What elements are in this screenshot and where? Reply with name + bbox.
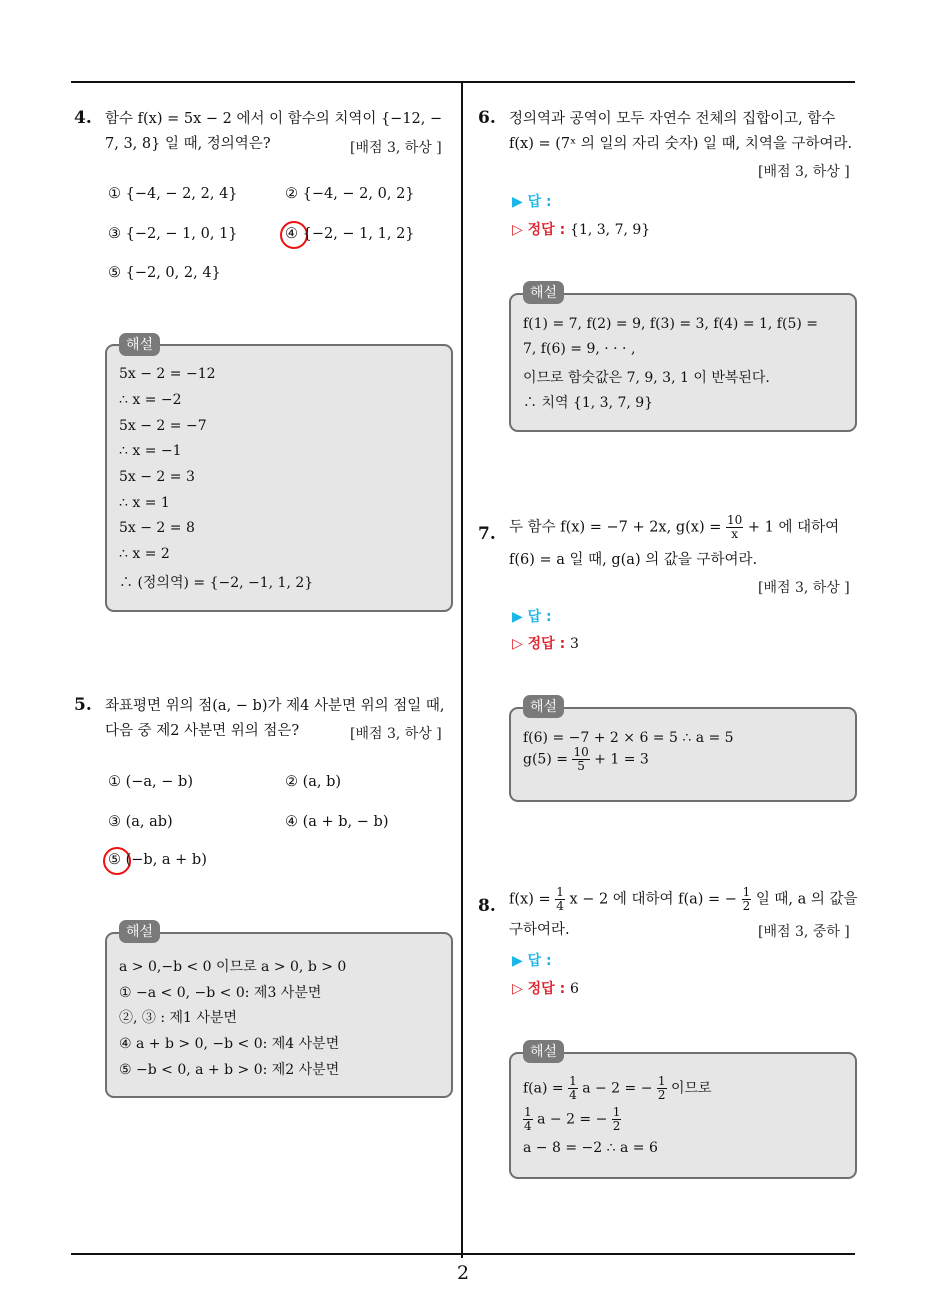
explanation-line: ∴ 치역 {1, 3, 7, 9}: [523, 395, 654, 411]
explanation-tag: 해설: [119, 920, 160, 943]
option-4[interactable]: ④ {−2, − 1, 1, 2}: [285, 226, 415, 242]
correct-answer-label: ▷ 정답 :: [512, 222, 566, 238]
fraction: [555, 886, 565, 913]
explanation-line: [523, 746, 649, 773]
correct-answer-value: {1, 3, 7, 9}: [570, 222, 651, 238]
question-number: 6.: [478, 108, 496, 128]
column-divider: [461, 82, 463, 1258]
option-3[interactable]: ③ (a, ab): [108, 814, 173, 830]
question-text-line2: 구하여라.: [509, 922, 570, 938]
question-number: 8.: [478, 896, 496, 916]
question-number: 4.: [74, 108, 92, 128]
denominator: 2: [657, 1088, 666, 1102]
fraction: [572, 746, 589, 773]
text-segment: 일 때, a 의 값을: [755, 891, 858, 908]
option-1[interactable]: ① {−4, − 2, 2, 4}: [108, 186, 238, 202]
explanation-tag: 해설: [523, 1040, 564, 1063]
question-text-line1: [509, 886, 858, 913]
explanation-line: f(1) = 7, f(2) = 9, f(3) = 3, f(4) = 1, f(5) =: [523, 316, 818, 332]
explanation-line: ∴ (정의역) = {−2, −1, 1, 2}: [119, 575, 314, 591]
question-number: 7.: [478, 524, 496, 544]
score-difficulty: [배점 3, 하상 ]: [350, 140, 442, 156]
fraction: [612, 1106, 622, 1133]
answer-field[interactable]: ▶ 답 :: [512, 194, 552, 210]
bottom-rule: [71, 1253, 855, 1255]
correct-answer-label: ▷ 정답 :: [512, 981, 566, 997]
score-difficulty: [배점 3, 중하 ]: [758, 924, 850, 940]
denominator: x: [731, 527, 739, 541]
numerator: 1: [612, 1105, 621, 1119]
explanation-line: 5x − 2 = 8: [119, 520, 195, 536]
denominator: 2: [742, 899, 751, 913]
denominator: 4: [569, 1088, 577, 1102]
correct-answer: [512, 978, 579, 998]
explanation-tag: 해설: [523, 695, 564, 718]
option-1[interactable]: ① (−a, − b): [108, 774, 193, 790]
correct-answer-value: 3: [570, 636, 579, 652]
text-segment: g(5) =: [523, 751, 568, 768]
option-4[interactable]: ④ (a + b, − b): [285, 814, 389, 830]
top-rule: [71, 81, 855, 83]
denominator: 5: [577, 759, 585, 773]
page-number: 2: [456, 1262, 470, 1284]
explanation-line: ⑤ −b < 0, a + b > 0: 제2 사분면: [119, 1062, 340, 1078]
question-text-line2: 7, 3, 8} 일 때, 정의역은?: [105, 136, 271, 152]
explanation-line: ∴ x = 2: [119, 546, 170, 562]
fraction: [742, 886, 752, 913]
score-difficulty: [배점 3, 하상 ]: [350, 726, 442, 742]
explanation-line: ∴ x = 1: [119, 495, 170, 511]
text-segment: a − 2 = −: [537, 1111, 608, 1128]
option-2[interactable]: ② {−4, − 2, 0, 2}: [285, 186, 415, 202]
fraction: [523, 1106, 533, 1133]
explanation-line: a − 8 = −2 ∴ a = 6: [523, 1140, 658, 1156]
explanation-line: f(6) = −7 + 2 × 6 = 5 ∴ a = 5: [523, 730, 734, 746]
explanation-line: ④ a + b > 0, −b < 0: 제4 사분면: [119, 1036, 340, 1052]
text-segment: + 1 에 대하여: [747, 519, 840, 536]
explanation-line: 5x − 2 = −12: [119, 366, 216, 382]
question-text-line2: 다음 중 제2 사분면 위의 점은?: [105, 723, 300, 739]
question-text-line1: 함수 f(x) = 5x − 2 에서 이 함수의 치역이 {−12, −: [105, 111, 443, 127]
numerator: 10: [573, 745, 589, 759]
question-text-line2: f(6) = a 일 때, g(a) 의 값을 구하여라.: [509, 552, 758, 568]
option-2[interactable]: ② (a, b): [285, 774, 342, 790]
answer-field[interactable]: ▶ 답 :: [512, 953, 552, 969]
answer-field[interactable]: ▶ 답 :: [512, 609, 552, 625]
question-text-line1: 정의역과 공역이 모두 자연수 전체의 집합이고, 함수: [509, 111, 836, 127]
text-segment: a − 2 = −: [582, 1080, 653, 1097]
correct-answer: [512, 633, 579, 653]
explanation-line: 이므로 함숫값은 7, 9, 3, 1 이 반복된다.: [523, 370, 770, 386]
fraction: [568, 1075, 578, 1102]
denominator: 4: [556, 899, 564, 913]
numerator: 1: [569, 1074, 577, 1088]
option-3[interactable]: ③ {−2, − 1, 0, 1}: [108, 226, 238, 242]
explanation-line: a > 0,−b < 0 이므로 a > 0, b > 0: [119, 959, 347, 975]
numerator: 1: [742, 885, 751, 899]
explanation-line: ∴ x = −1: [119, 443, 182, 459]
explanation-tag: 해설: [119, 333, 160, 356]
option-5[interactable]: ⑤ {−2, 0, 2, 4}: [108, 265, 221, 281]
explanation-line: 5x − 2 = 3: [119, 469, 195, 485]
correct-answer-value: 6: [570, 981, 579, 997]
score-difficulty: [배점 3, 하상 ]: [758, 580, 850, 596]
explanation-line: ① −a < 0, −b < 0: 제3 사분면: [119, 985, 322, 1001]
correct-answer: [512, 219, 650, 239]
numerator: 1: [524, 1105, 532, 1119]
question-text-line1: 좌표평면 위의 점(a, − b)가 제4 사분면 위의 점일 때,: [105, 698, 445, 714]
numerator: 10: [726, 513, 743, 527]
explanation-line: ②, ③ : 제1 사분면: [119, 1010, 237, 1026]
numerator: 1: [657, 1074, 666, 1088]
explanation-line: [523, 1106, 621, 1133]
text-segment: f(a) =: [523, 1080, 564, 1097]
fraction: [657, 1075, 667, 1102]
question-text-line1: [509, 514, 839, 541]
score-difficulty: [배점 3, 하상 ]: [758, 164, 850, 180]
explanation-line: 7, f(6) = 9, · · · ,: [523, 341, 636, 357]
explanation-line: 5x − 2 = −7: [119, 418, 207, 434]
explanation-line: [523, 1075, 712, 1102]
text-segment: 이므로: [670, 1080, 712, 1097]
explanation-line: ∴ x = −2: [119, 392, 182, 408]
explanation-tag: 해설: [523, 281, 564, 304]
option-5[interactable]: ⑤ (−b, a + b): [108, 852, 207, 868]
question-number: 5.: [74, 695, 92, 715]
denominator: 2: [612, 1119, 621, 1133]
correct-answer-label: ▷ 정답 :: [512, 636, 566, 652]
denominator: 4: [524, 1119, 532, 1133]
fraction: [726, 514, 743, 541]
numerator: 1: [556, 885, 564, 899]
text-segment: 두 함수 f(x) = −7 + 2x, g(x) =: [509, 519, 722, 536]
question-text-line2: f(x) = (7ˣ 의 일의 자리 숫자) 일 때, 치역을 구하여라.: [509, 136, 853, 152]
text-segment: x − 2 에 대하여 f(a) = −: [569, 891, 737, 908]
text-segment: + 1 = 3: [594, 751, 649, 768]
text-segment: f(x) =: [509, 891, 551, 908]
